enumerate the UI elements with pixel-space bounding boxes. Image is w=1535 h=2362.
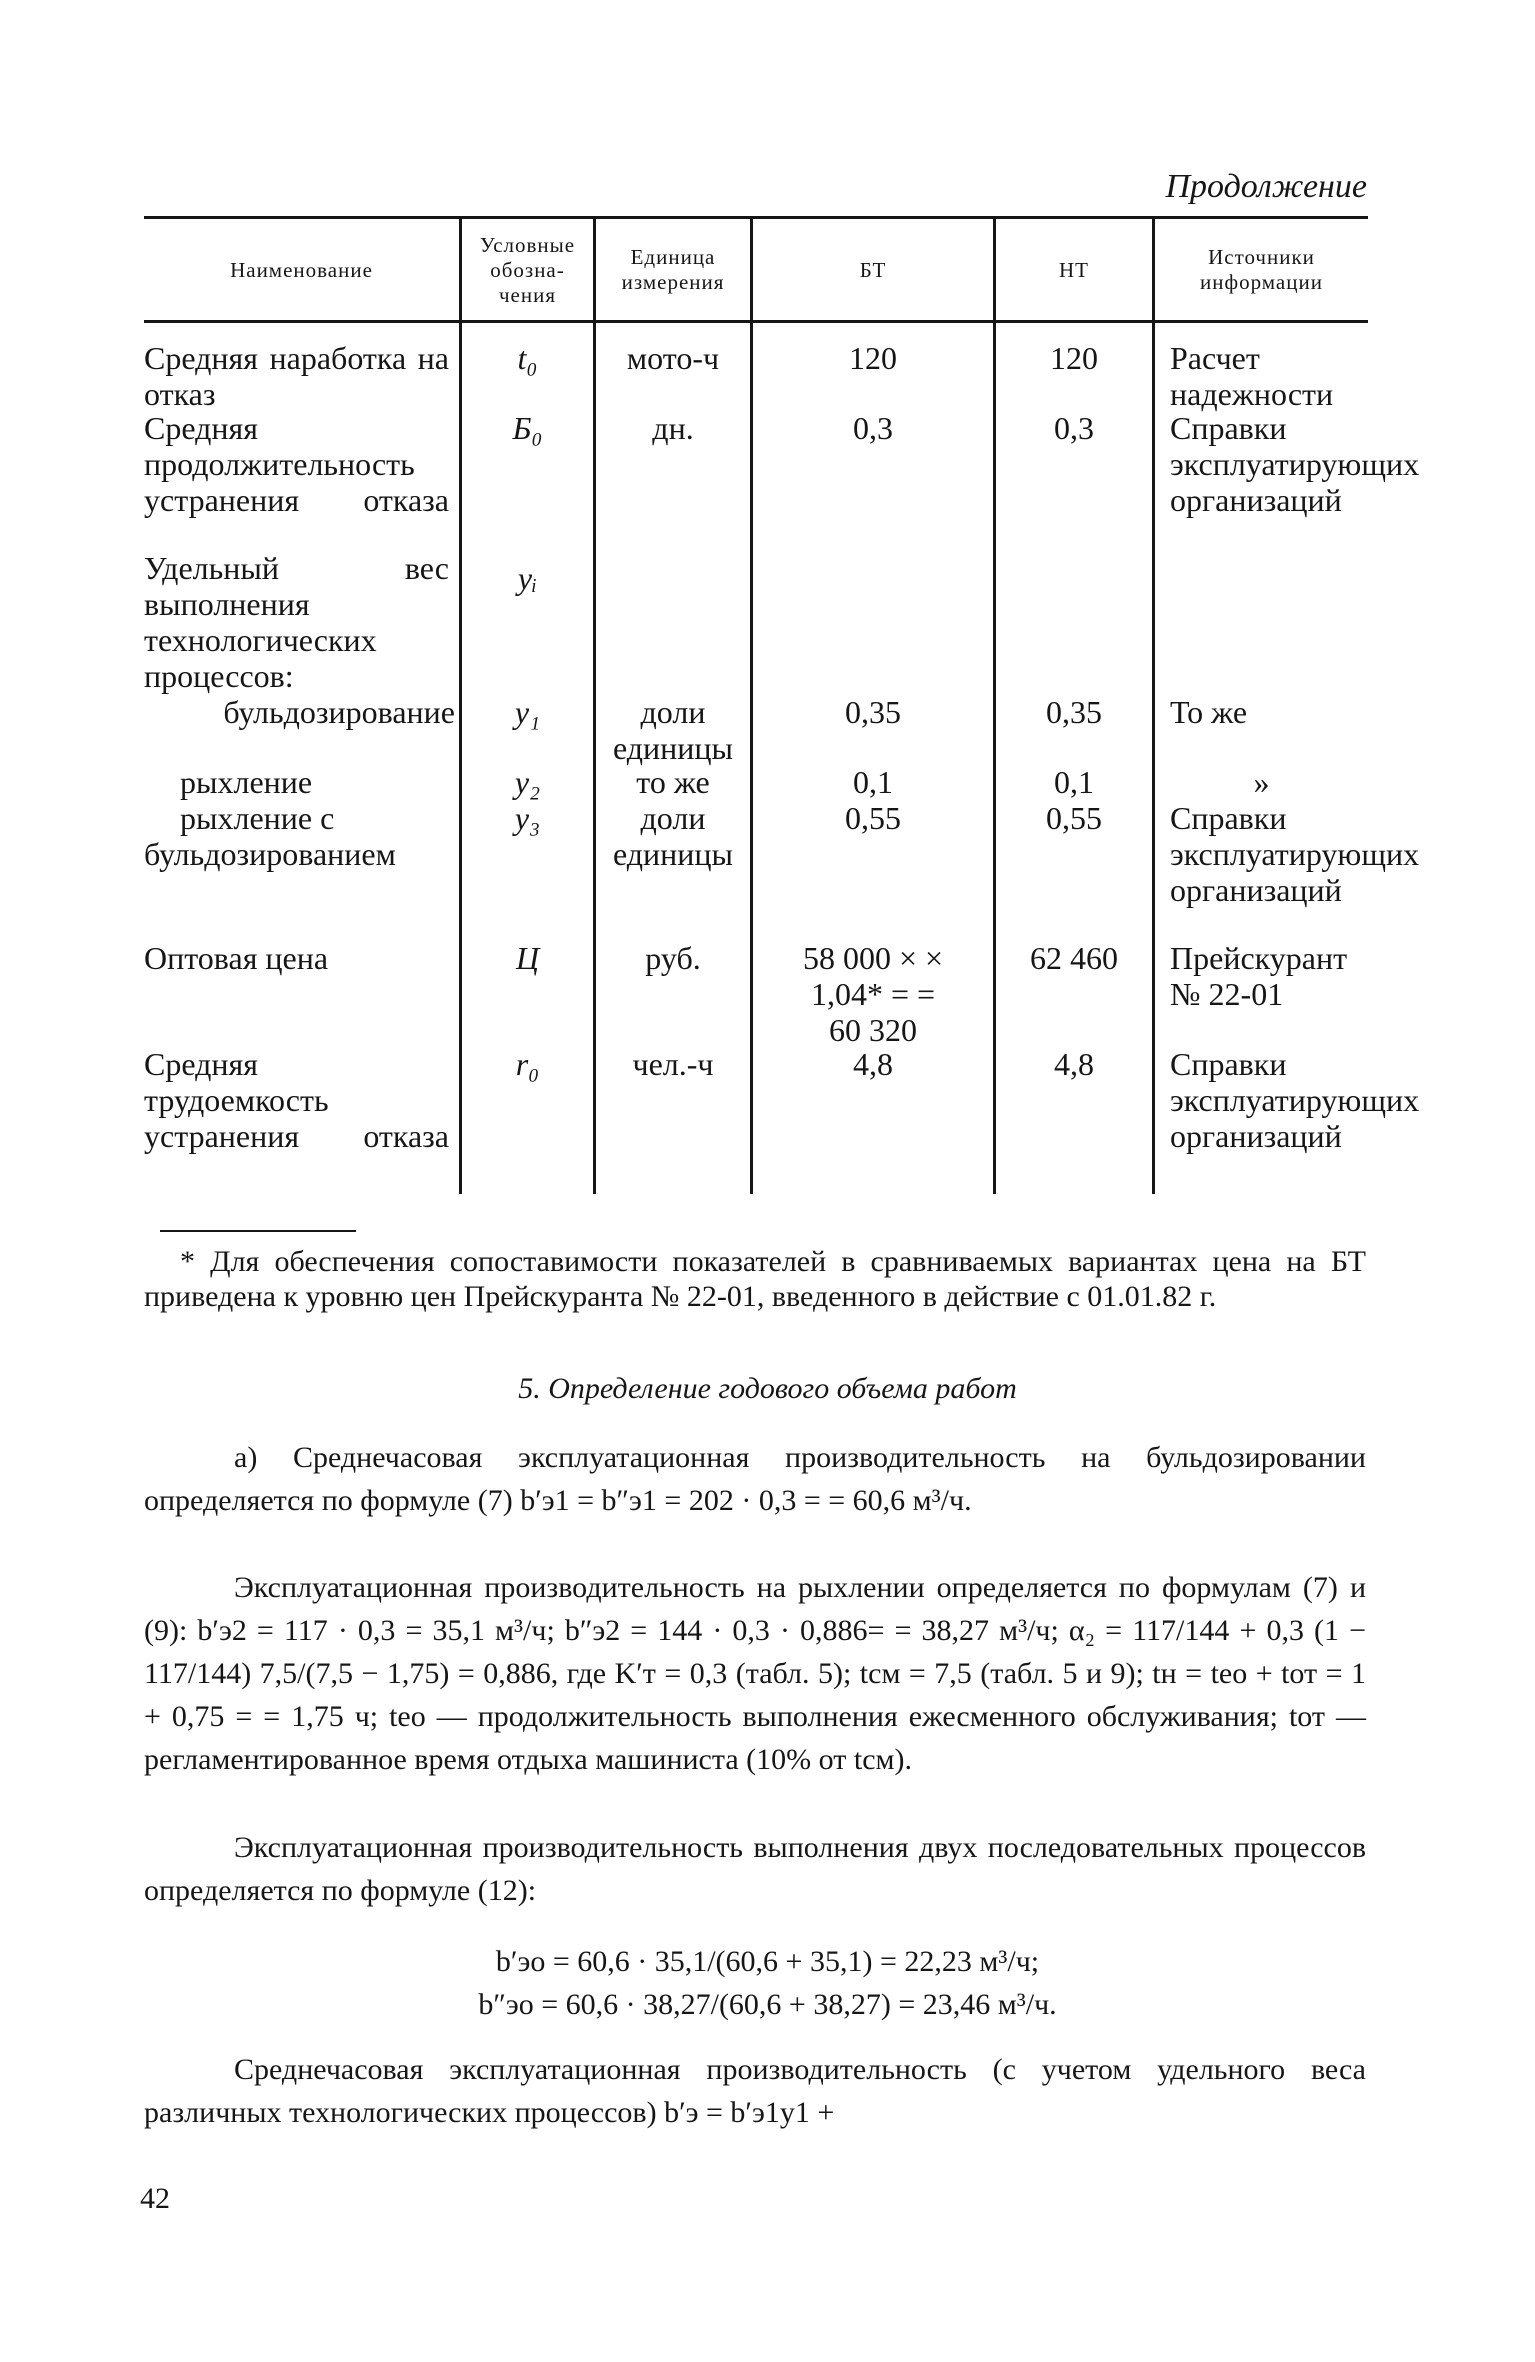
row-name: рыхление	[180, 764, 313, 800]
footnote-rule	[160, 1230, 356, 1232]
row-name: Средняя продолжительность устранения отказа	[144, 410, 449, 518]
table-top-rule	[144, 216, 1368, 219]
paragraph: Эксплуатационная производительность выполнения двух последовательных процессов определяется по формуле (12):	[144, 1831, 1366, 1907]
row-source: Справки эксплуатирующих организаций	[1170, 800, 1420, 908]
row-bt: 0,55	[845, 800, 901, 836]
header-unit-text: Единица измерения	[621, 245, 725, 294]
row-source: »	[1253, 764, 1270, 800]
formula: b′эо = 60,6 · 35,1/(60,6 + 35,1) = 22,23 м³/ч;	[495, 1945, 1040, 1978]
row-bt: 0,3	[853, 410, 893, 446]
page-number: 42	[140, 2182, 170, 2215]
row-unit: доли единицы	[612, 694, 734, 766]
row-unit: чел.-ч	[632, 1046, 714, 1082]
header-bt: БТ	[859, 257, 887, 282]
continuation-label: Продолжение	[1165, 168, 1367, 205]
row-name: Средняя наработка на отказ	[144, 340, 449, 412]
section-heading: 5. Определение годового объема работ	[518, 1372, 1017, 1405]
header-symbol-text: Условные обозна-чения	[479, 232, 576, 307]
header-nt: НТ	[1059, 257, 1089, 282]
row-symbol-text: y₁	[514, 694, 541, 730]
paragraph: Эксплуатационная производительность на рыхлении определяется по формулам (7) и (9): b′э2 = 117 · 0,3 = 35,1 м³/ч; b″э2 = 144 · 0,3 · 0,886= = 38,27 м³/ч; α₂ = 117/144 + 0,3 (1 − 117/144) 7,5/(7,5 − 1,75) = 0,886, где K′т = 0,3 (табл. 5); tсм = 7,5 (табл. 5 и 9); tн = tео + tот = 1 + 0,75 = = 1,75 ч; tео — продолжительность выполнения ежесменного обслуживания; tот — регламентированное время отдыха машиниста (10% от tсм).	[144, 1571, 1366, 1776]
row-symbol	[462, 694, 593, 730]
row-name: Оптовая цена	[144, 940, 329, 976]
row-symbol-text: Ц	[515, 940, 540, 976]
row-source: Прейскурант № 22-01	[1170, 940, 1348, 1012]
row-symbol-text: r₀	[515, 1046, 540, 1082]
row-symbol-text: y₃	[514, 800, 541, 836]
row-nt: 0,1	[1054, 764, 1094, 800]
row-bt: 0,35	[845, 694, 901, 730]
row-symbol	[462, 560, 593, 596]
row-symbol-text: t₀	[517, 340, 538, 376]
row-symbol-text: y₂	[514, 764, 541, 800]
row-name: бульдозирование	[223, 694, 455, 730]
row-symbol-text: Б₀	[512, 410, 543, 446]
row-nt: 62 460	[1030, 940, 1118, 976]
row-symbol	[462, 940, 593, 976]
row-unit: мото-ч	[626, 340, 720, 376]
row-source: Справки эксплуатирующих организаций	[1170, 410, 1420, 518]
row-nt: 4,8	[1054, 1046, 1094, 1082]
row-bt: 4,8	[853, 1046, 893, 1082]
table-header-rule	[144, 320, 1368, 323]
row-symbol	[462, 340, 593, 376]
header-unit	[596, 220, 750, 320]
row-unit: дн.	[652, 410, 694, 446]
paragraph: Среднечасовая эксплуатационная производительность (с учетом удельного веса различных технологических процессов) b′э = b′э1y1 +	[144, 2053, 1366, 2129]
header-name: Наименование	[230, 257, 373, 282]
row-symbol	[462, 764, 593, 800]
formula: b″эо = 60,6 · 38,27/(60,6 + 38,27) = 23,46 м³/ч.	[478, 1988, 1057, 2021]
row-nt: 0,55	[1046, 800, 1102, 836]
header-source	[1155, 220, 1368, 320]
footnote: * Для обеспечения сопоставимости показателей в сравниваемых вариантах цена на БТ приведена к уровню цен Прейскуранта № 22-01, введенного в действие с 01.01.82 г.	[144, 1245, 1366, 1313]
row-symbol-text: yᵢ	[517, 560, 538, 596]
row-bt: 58 000 × × 1,04* = = 60 320	[802, 940, 944, 1048]
row-unit: то же	[636, 764, 710, 800]
row-source: То же	[1170, 694, 1248, 730]
row-source: Справки эксплуатирующих организаций	[1170, 1046, 1420, 1154]
row-nt: 120	[1050, 340, 1098, 376]
row-name: Средняя трудоемкость устранения отказа	[144, 1046, 449, 1154]
row-name: рыхление с бульдозированием	[144, 800, 396, 872]
row-name: Удельный вес выполнения технологических процессов:	[144, 550, 449, 694]
header-symbol	[462, 220, 593, 320]
header-source-text: Источники информации	[1200, 245, 1323, 294]
row-symbol	[462, 800, 593, 836]
row-unit: руб.	[645, 940, 701, 976]
paragraph: а) Среднечасовая эксплуатационная производительность на бульдозировании определяется по формуле (7) b′э1 = b″э1 = 202 · 0,3 = = 60,6 м³/ч.	[144, 1441, 1366, 1517]
row-symbol	[462, 1046, 593, 1082]
table-col-divider	[1152, 218, 1155, 1194]
row-nt: 0,35	[1046, 694, 1102, 730]
row-bt: 120	[849, 340, 897, 376]
row-symbol	[462, 410, 593, 446]
row-source: Расчет надежности	[1170, 340, 1334, 412]
row-bt: 0,1	[853, 764, 893, 800]
row-nt: 0,3	[1054, 410, 1094, 446]
row-unit: доли единицы	[612, 800, 734, 872]
